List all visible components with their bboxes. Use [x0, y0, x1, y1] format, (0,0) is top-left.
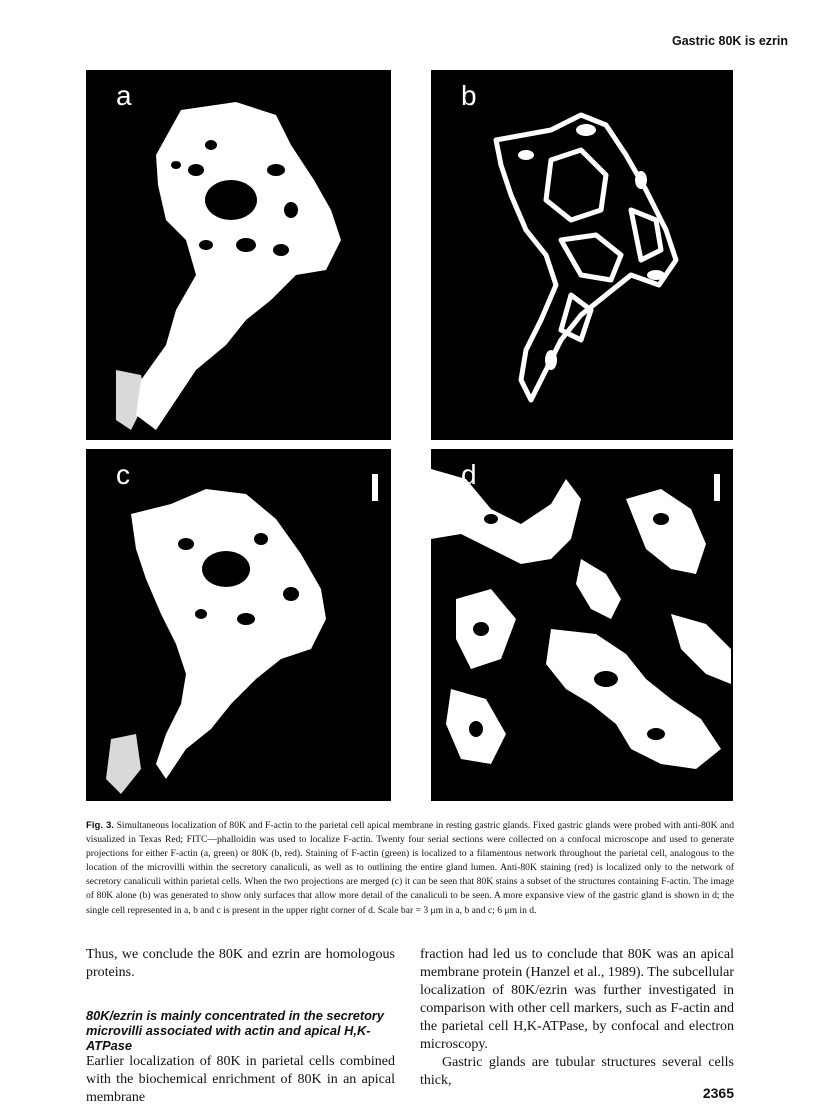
section-heading: 80K/ezrin is mainly concentrated in the secretory microvilli associated with actin and apical H,K-ATPase [86, 1008, 384, 1053]
caption-label: Fig. 3. [86, 820, 114, 831]
micrograph-b [431, 70, 733, 440]
figure-panel-d [431, 449, 733, 801]
figure-panel-a [86, 70, 391, 440]
panel-letter-c: c [116, 459, 130, 490]
paragraph: Earlier localization of 80K in parietal cells combined with the biochemical enrichment of 80K in an apical membrane [86, 1054, 395, 1105]
scale-bar [372, 474, 378, 501]
running-head: Gastric 80K is ezrin [671, 34, 788, 48]
paragraph: Gastric glands are tubular structures several cells thick, [420, 1055, 734, 1088]
micrograph-a [86, 70, 391, 440]
left-column [86, 946, 395, 1107]
figure-panel-b [431, 70, 733, 440]
scale-bar [714, 474, 720, 501]
figure-panel-c [86, 449, 391, 801]
page-number: 2365 [702, 1085, 734, 1101]
paragraph: Thus, we conclude the 80K and ezrin are homologous proteins. [86, 947, 395, 980]
right-column [420, 946, 734, 1090]
caption-text: Simultaneous localization of 80K and F-actin to the parietal cell apical membrane in resting gastric glands. Fixed gastric glands were probed with anti-80K and visualized in Texas Red; FITC—phalloidin was used to localize F-actin. Twenty four serial sections were collected on a confocal microscope and used to generate projections for either F-actin (a, green) or 80K (b, red). Staining of F-actin (green) is localized to a filamentous network throughout the parietal cell, analogous to the location of the microvilli within the secretory canaliculi, as well as to outlining the entire gland lumen. Anti-80K staining (red) is localized only to the network of secretory canaliculi within parietal cells. When the two projections are merged (c) it can be seen that 80K stains a subset of the structures containing F-actin. The image of 80K alone (b) was generated to show only surfaces that allow more detail of the canaliculi to be seen. A more expansive view of the gastric gland is shown in d; the single cell represented in a, b and c is present in the upper right corner of d. Scale bar = 3 μm in a, b and c; 6 μm in d. [86, 820, 734, 916]
panel-letter-d: d [461, 459, 477, 490]
micrograph-d [431, 449, 733, 801]
panel-letter-b: b [461, 80, 477, 111]
paragraph: fraction had led us to conclude that 80K was an apical membrane protein (Hanzel et al., 1989). The subcellular localization of 80K/ezrin was further investigated in comparison with other cell markers, such as F-actin and the parietal cell H,K-ATPase, by confocal and electron microscopy. [420, 947, 734, 1052]
figure-caption [86, 819, 734, 918]
panel-letter-a: a [116, 80, 132, 111]
micrograph-c [86, 449, 391, 801]
